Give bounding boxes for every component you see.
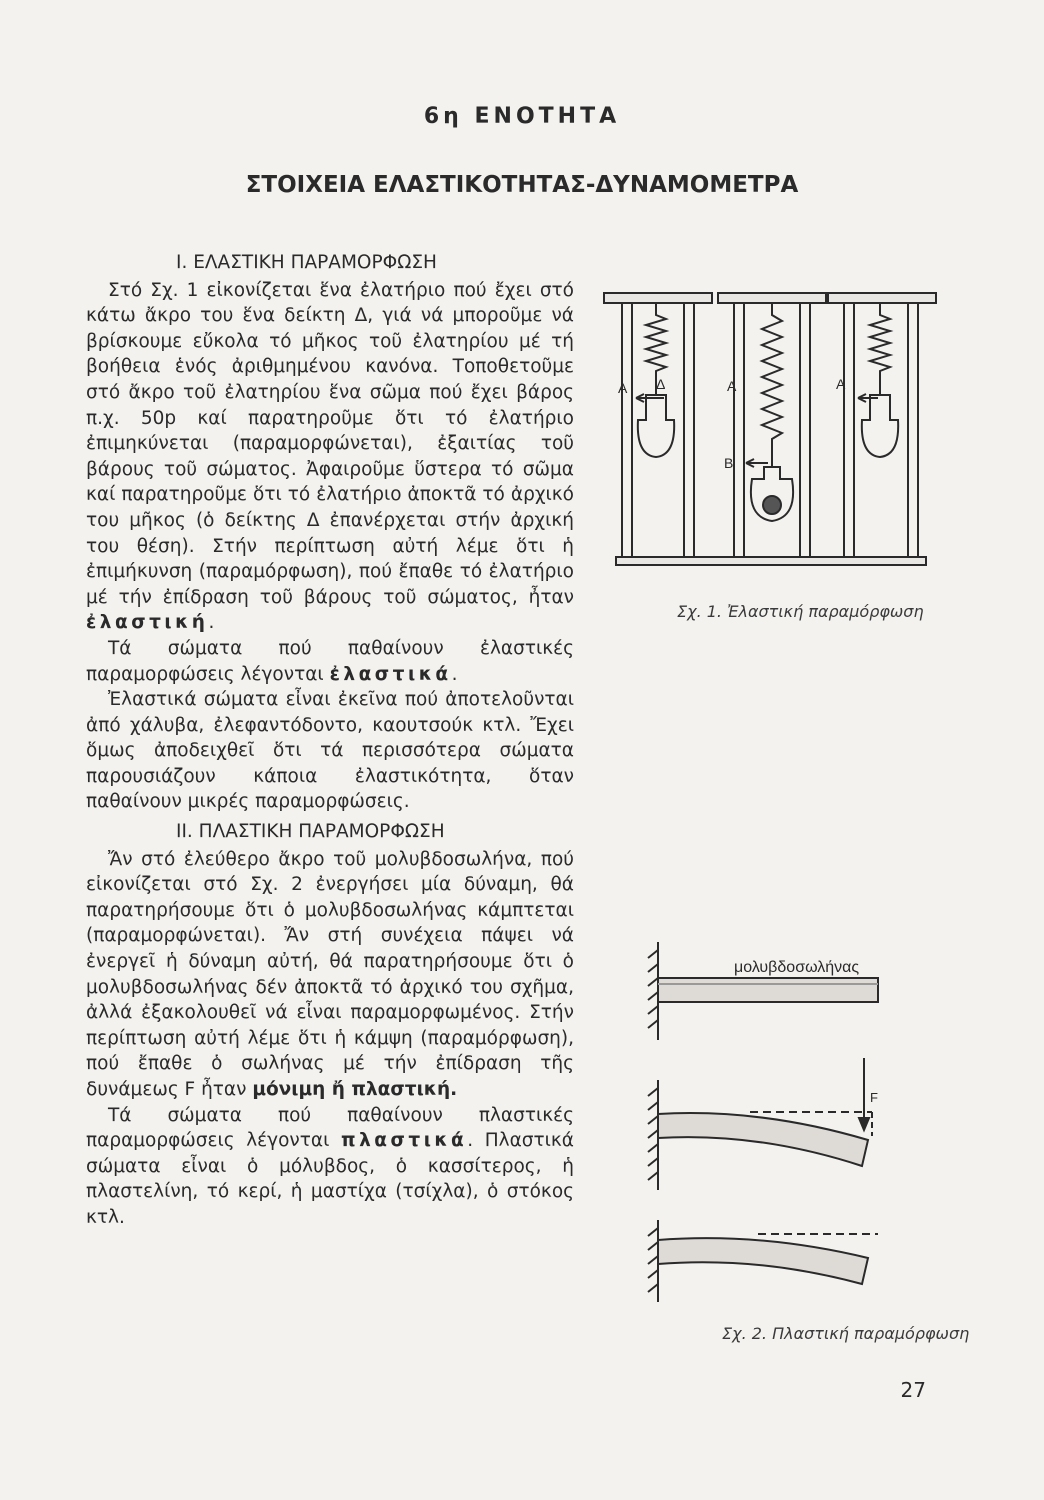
figure-2-caption: Σχ. 2. Πλαστική παραμόρφωση [722, 1324, 970, 1343]
label-a-2: Α [727, 378, 737, 394]
section-heading-elastic: Ι. ΕΛΑΣΤΙΚΗ ΠΑΡΑΜΟΡΦΩΣΗ [176, 252, 437, 273]
paragraph-elastic-examples: Ἐλαστικά σώματα εἶναι ἐκεῖνα πού ἀποτελοῦνται ἀπό χάλυβα, ἐλεφαντόδοντο, καουτσούκ κτλ. Ἔχει ὅμως ἀποδειχθεῖ ὅτι τά περισσότερα σώματα παρουσιάζουν κάποια ἐλαστικότητα, ὅταν παθαίνουν μικρές παραμορφώσεις. [86, 689, 574, 813]
paragraph-plastic-bodies: Τά σώματα πού παθαίνουν πλαστικές παραμορφώσεις λέγονται πλαστικά. Πλαστικά σώματα εἶναι ὁ μόλυβδος, ὁ κασσίτερος, ἡ πλαστελίνη, τό κερί, ἡ μαστίχα (τσίχλα), ὁ στόκος κτλ. [86, 1104, 574, 1228]
section-heading-plastic: ΙΙ. ΠΛΑΣΤΙΚΗ ΠΑΡΑΜΟΡΦΩΣΗ [176, 821, 445, 843]
label-delta: Δ [656, 376, 666, 392]
page-title: ΣΤΟΙΧΕΙΑ ΕΛΑΣΤΙΚΟΤΗΤΑΣ-ΔΥΝΑΜΟΜΕΤΡΑ [245, 172, 799, 198]
label-b: Β [724, 455, 734, 471]
paragraph-text-rest: Πλαστικά σώματα εἶναι ὁ μόλυβδος, ὁ κασσίτερος, ἡ πλαστελίνη, τό κερί, ἡ μαστίχα (τσίχλα), ὁ στόκος κτλ. [86, 1130, 574, 1228]
figure-1-springs [596, 285, 946, 585]
paragraph-plastic-pipe [86, 847, 574, 1103]
label-a-3: Α [836, 376, 846, 392]
pipe-label: μολυβδοσωλήνας [734, 959, 860, 976]
label-a-1: Α [618, 380, 628, 396]
term-elastic: ἐλαστική [86, 612, 209, 634]
term-plastic: πλαστικά [340, 1130, 468, 1152]
main-text-column [86, 250, 574, 1231]
figure-1-caption: Σχ. 1. Ἐλαστική παραμόρφωση [677, 602, 924, 621]
term-permanent-plastic: μόνιμη ἤ πλαστική. [252, 1079, 458, 1100]
force-label: F [870, 1090, 878, 1105]
paragraph-elastic-bodies: Τά σώματα πού παθαίνουν ἐλαστικές παραμορφώσεις λέγονται ἐλαστικά. [86, 637, 574, 685]
paragraph-elastic-spring: Στό Σχ. 1 εἰκονίζεται ἕνα ἐλατήριο πού ἔχει στό κάτω ἄκρο του ἕνα δείκτη Δ, γιά νά μποροῦμε νά βρίσκουμε εὔκολα τό μῆκος τοῦ ἐλατηρίου μέ τή βοήθεια ἑνός ἀριθμημένου κανόνα. Τοποθετοῦμε στό ἄκρο τοῦ ἐλατηρίου ἕνα σῶμα πού ἔχει βάρος π.χ. 50p καί παρατηροῦμε ὅτι τό ἐλατήριο ἐπιμηκύνεται (παραμορφώνεται), ἐξαιτίας τοῦ βάρους τοῦ σώματος. Ἀφαιροῦμε ὕστερα τό σῶμα καί παρατηροῦμε ὅτι τό ἐλατήριο ἀποκτᾶ τό ἀρχικό του μῆκος (ὁ δείκτης Δ ἐπανέρχεται στήν ἀρχική του θέση). Στήν περίπτωση αὐτή λέμε ὅτι ἡ ἐπιμήκυνση (παραμόρφωση), πού ἔπαθε τό ἐλατήριο μέ τήν ἐπίδραση τοῦ βάρους τοῦ σώματος, ἦταν ἐλαστική. [86, 279, 574, 634]
paragraph-text: Τά σώματα πού παθαίνουν ἐλαστικές παραμορφώσεις λέγονται [86, 637, 574, 685]
paragraph-text: Τά σώματα πού παθαίνουν πλαστικές παραμορφώσεις λέγονται [86, 1104, 574, 1152]
paragraph-text: Ἄν στό ἐλεύθερο ἄκρο τοῦ μολυβδοσωλήνα, πού εἰκονίζεται στό Σχ. 2 ἐνεργήσει μία δύναμη, θά παρατηρήσουμε ὅτι ὁ μολυβδοσωλήνας κάμπτεται (παραμορφώνεται). Ἄν στή συνέχεια πάψει νά ἐνεργεῖ ἡ δύναμη αὐτή, θά παρατηρήσουμε ὅτι ὁ μολυβδοσωλήνας δέν ἀποκτᾶ τό ἀρχικό του σχῆμα, ἀλλά ἐξακολουθεῖ νά εἶναι παραμορφωμένος. Στήν περίπτωση αὐτή λέμε ὅτι ἡ κάμψη (παραμόρφωση), πού ἔπαθε ὁ σωλήνας μέ τήν ἐπίδραση τῆς δυνάμεως F ἦταν [86, 848, 574, 1100]
unit-heading: 6η ΕΝΟΤΗΤΑ [423, 104, 621, 129]
page-number: 27 [900, 1378, 926, 1402]
figure-2-lead-pipe [640, 940, 940, 1310]
term-elastic-bodies: ἐλαστικά [329, 663, 452, 685]
paragraph-text: Στό Σχ. 1 εἰκονίζεται ἕνα ἐλατήριο πού ἔχει στό κάτω ἄκρο του ἕνα δείκτη Δ, γιά νά μποροῦμε νά βρίσκουμε εὔκολα τό μῆκος τοῦ ἐλατηρίου μέ τή βοήθεια ἑνός ἀριθμημένου κανόνα. Τοποθετοῦμε στό ἄκρο τοῦ ἐλατηρίου ἕνα σῶμα πού ἔχει βάρος π.χ. 50p καί παρατηροῦμε ὅτι τό ἐλατήριο ἐπιμηκύνεται (παραμορφώνεται), ἐξαιτίας τοῦ βάρους τοῦ σώματος. Ἀφαιροῦμε ὕστερα τό σῶμα καί παρατηροῦμε ὅτι τό ἐλατήριο ἀποκτᾶ τό ἀρχικό του μῆκος (ὁ δείκτης Δ ἐπανέρχεται στήν ἀρχική του θέση). Στήν περίπτωση αὐτή λέμε ὅτι ἡ ἐπιμήκυνση (παραμόρφωση), πού ἔπαθε τό ἐλατήριο μέ τήν ἐπίδραση τοῦ βάρους τοῦ σώματος, ἦταν [86, 279, 574, 608]
